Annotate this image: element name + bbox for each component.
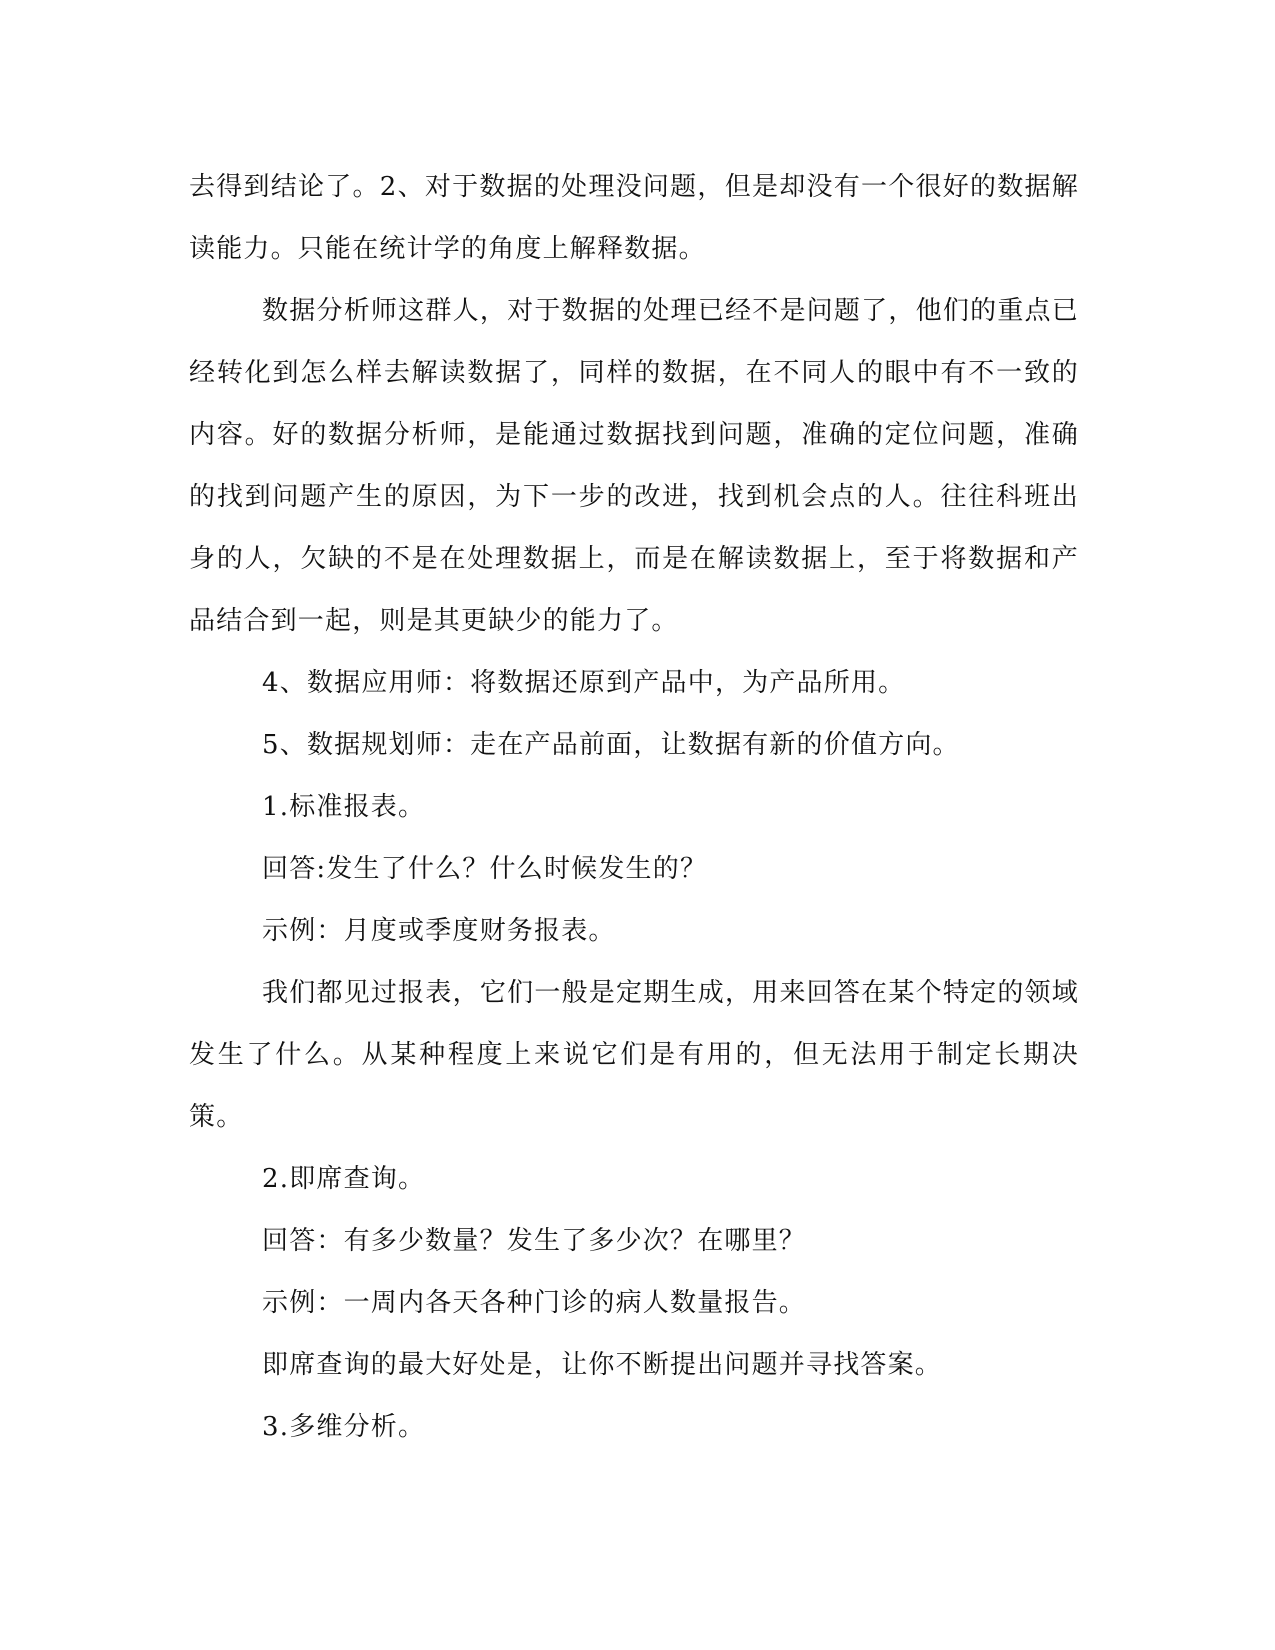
paragraph-example-1: 示例：月度或季度财务报表。 — [262, 916, 616, 946]
document-body — [189, 156, 1079, 1458]
paragraph-data-analyst: 数据分析师这群人，对于数据的处理已经不是问题了，他们的重点已经转化到怎么样去解读数据了，同样的数据，在不同人的眼中有不一致的内容。好的数据分析师，是能通过数据找到问题，准确的定位问题，准确的找到问题产生的原因，为下一步的改进，找到机会点的人。往往科班出身的人，欠缺的不是在处理数据上，而是在解读数据上，至于将数据和产品结合到一起，则是其更缺少的能力了。 — [189, 296, 1079, 636]
heading-adhoc-query: 2.即席查询。 — [262, 1164, 426, 1194]
paragraph-data-application: 4、数据应用师：将数据还原到产品中，为产品所用。 — [262, 668, 906, 698]
heading-standard-report: 1.标准报表。 — [262, 792, 426, 822]
heading-multidim-analysis: 3.多维分析。 — [262, 1412, 426, 1442]
paragraph-continuation: 去得到结论了。2、对于数据的处理没问题，但是却没有一个很好的数据解读能力。只能在统计学的角度上解释数据。 — [189, 172, 1079, 264]
paragraph-report-desc: 我们都见过报表，它们一般是定期生成，用来回答在某个特定的领域发生了什么。从某种程度上来说它们是有用的，但无法用于制定长期决策。 — [189, 978, 1079, 1132]
paragraph-answer-2: 回答：有多少数量？发生了多少次？在哪里？ — [262, 1226, 807, 1256]
paragraph-answer-1: 回答:发生了什么？什么时候发生的？ — [262, 854, 708, 884]
paragraph-example-2: 示例：一周内各天各种门诊的病人数量报告。 — [262, 1288, 807, 1318]
paragraph-adhoc-desc: 即席查询的最大好处是，让你不断提出问题并寻找答案。 — [262, 1350, 943, 1380]
paragraph-data-planning: 5、数据规划师：走在产品前面，让数据有新的价值方向。 — [262, 730, 960, 760]
